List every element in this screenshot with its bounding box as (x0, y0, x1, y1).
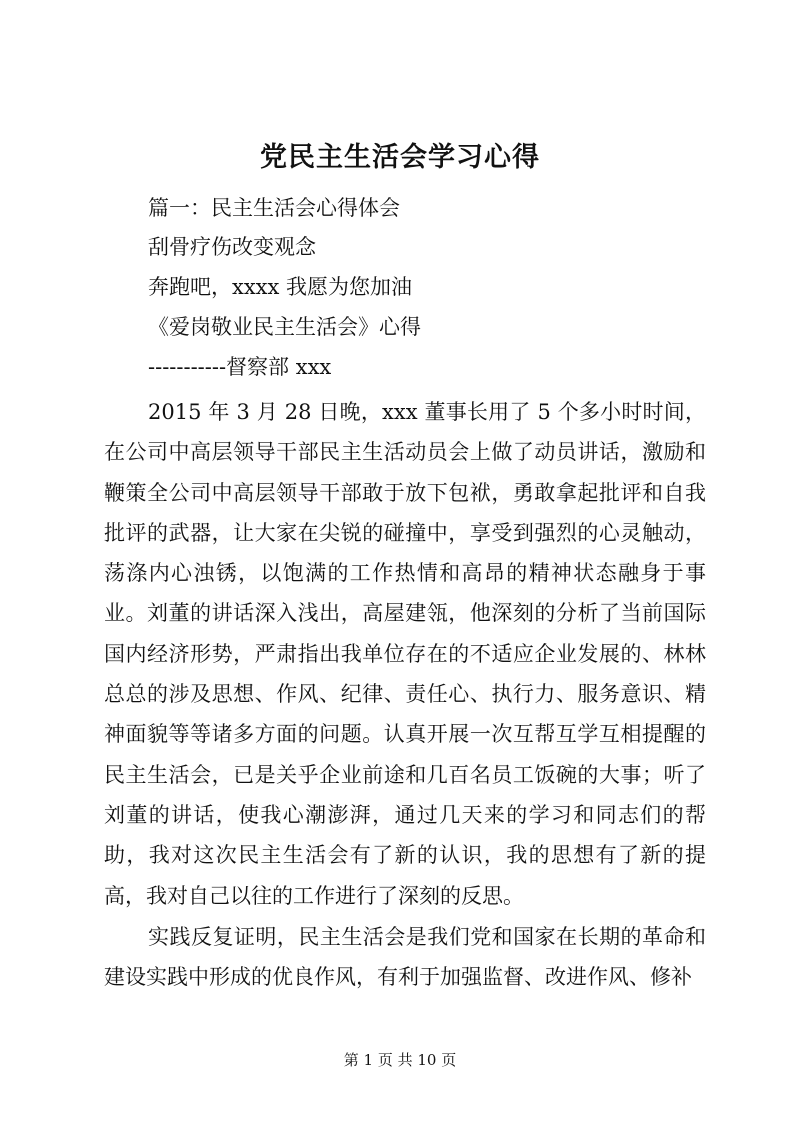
heading-line-2: 刮骨疗伤改变观念 (148, 235, 316, 259)
heading-line-4: 《爱岗敬业民主生活会》心得 (148, 315, 421, 339)
heading-line-3: 奔跑吧，xxxx 我愿为您加油 (148, 275, 413, 299)
author-line: -----------督察部 xxx (148, 355, 332, 379)
body-paragraph-2: 实践反复证明，民主生活会是我们党和国家在长期的革命和建设实践中形成的优良作风，有利于加强监督、改进作风、修补 (104, 925, 706, 990)
page-footer: 第 1 页 共 10 页 (343, 1051, 457, 1069)
heading-line-1: 篇一：民主生活会心得体会 (148, 196, 400, 220)
document-title: 党民主生活会学习心得 (260, 142, 540, 173)
body-paragraph-1: 2015 年 3 月 28 日晚，xxx 董事长用了 5 个多小时时间，在公司中高层领导干部民主生活动员会上做了动员讲话，激励和鞭策全公司中高层领导干部敢于放下包袱，勇敢拿起批评和自我批评的武器，让大家在尖锐的碰撞中，享受到强烈的心灵触动，荡涤内心浊锈，以饱满的工作热情和高昂的精神状态融身于事业。刘董的讲话深入浅出，高屋建瓴，他深刻的分析了当前国际国内经济形势，严肃指出我单位存在的不适应企业发展的、林林总总的涉及思想、作风、纪律、责任心、执行力、服务意识、精神面貌等等诸多方面的问题。认真开展一次互帮互学互相提醒的民主生活会，已是关乎企业前途和几百名员工饭碗的大事；听了刘董的讲话，使我心潮澎湃，通过几天来的学习和同志们的帮助，我对这次民主生活会有了新的认识，我的思想有了新的提高，我对自己以往的工作进行了深刻的反思。 (104, 400, 706, 908)
